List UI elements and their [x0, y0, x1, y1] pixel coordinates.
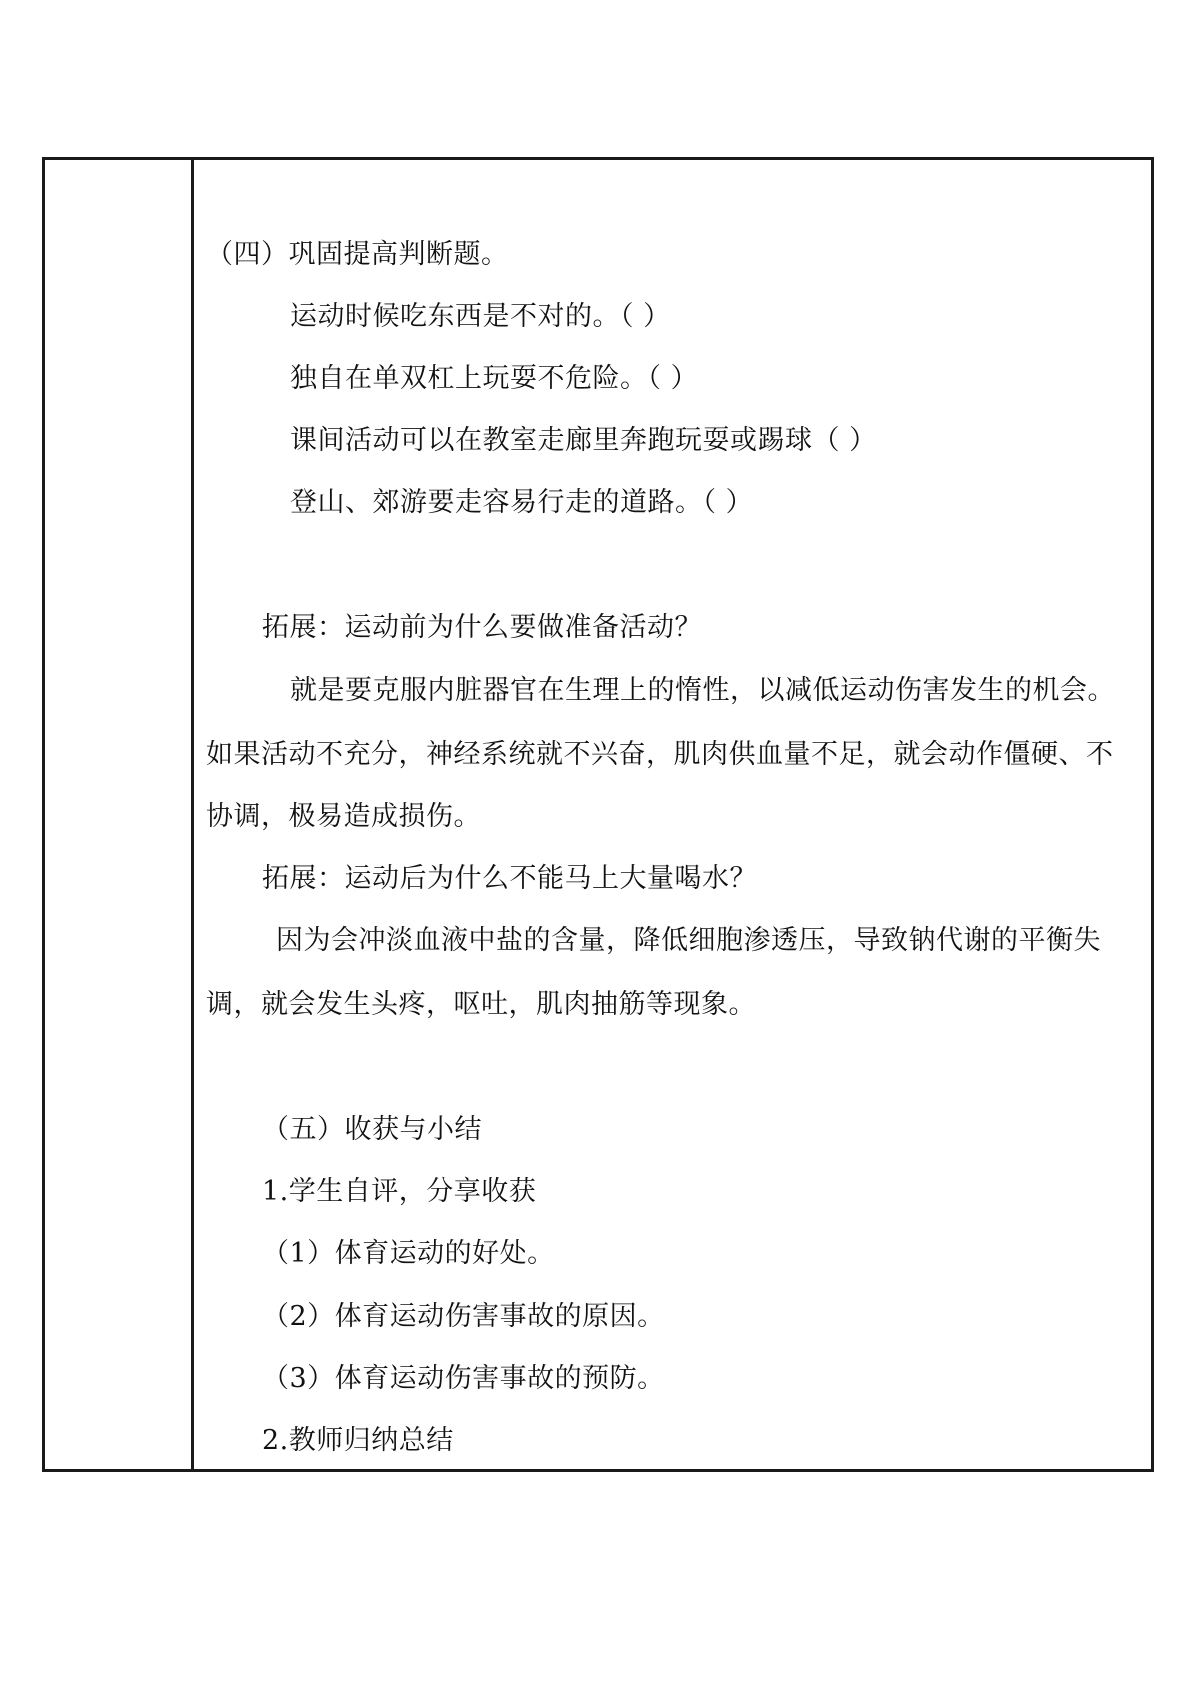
extension2-answer-line1: 因为会冲淡血液中盐的含量，降低细胞渗透压，导致钠代谢的平衡失	[276, 925, 1101, 956]
extension1-answer-line2: 如果活动不充分，神经系统就不兴奋，肌肉供血量不足，就会动作僵硬、不	[206, 739, 1114, 770]
judgment-question-2: 独自在单双杠上玩耍不危险。（ ）	[290, 363, 699, 394]
judgment-question-4: 登山、郊游要走容易行走的道路。（ ）	[290, 487, 754, 518]
extension1-question: 拓展：运动前为什么要做准备活动？	[262, 612, 702, 643]
judgment-question-1: 运动时候吃东西是不对的。（ ）	[290, 301, 671, 332]
extension1-answer-line1: 就是要克服内脏器官在生理上的惰性，以减低运动伤害发生的机会。	[290, 675, 1115, 706]
summary-item-2: 2.教师归纳总结	[262, 1425, 454, 1456]
summary-item-1: 1.学生自评，分享收获	[262, 1176, 537, 1207]
section4-heading: （四）巩固提高判断题。	[206, 239, 509, 270]
summary-subitem-3: （3）体育运动伤害事故的预防。	[262, 1363, 665, 1394]
column-divider	[191, 160, 194, 1469]
extension2-question: 拓展：运动后为什么不能马上大量喝水？	[262, 863, 757, 894]
section5-heading: （五）收获与小结	[262, 1114, 482, 1145]
summary-subitem-1: （1）体育运动的好处。	[262, 1238, 555, 1269]
summary-subitem-2: （2）体育运动伤害事故的原因。	[262, 1301, 665, 1332]
judgment-question-3: 课间活动可以在教室走廊里奔跑玩耍或踢球（ ）	[290, 425, 877, 456]
extension2-answer-line2: 调，就会发生头疼，呕吐，肌肉抽筋等现象。	[206, 989, 756, 1020]
extension1-answer-line3: 协调，极易造成损伤。	[206, 801, 481, 832]
